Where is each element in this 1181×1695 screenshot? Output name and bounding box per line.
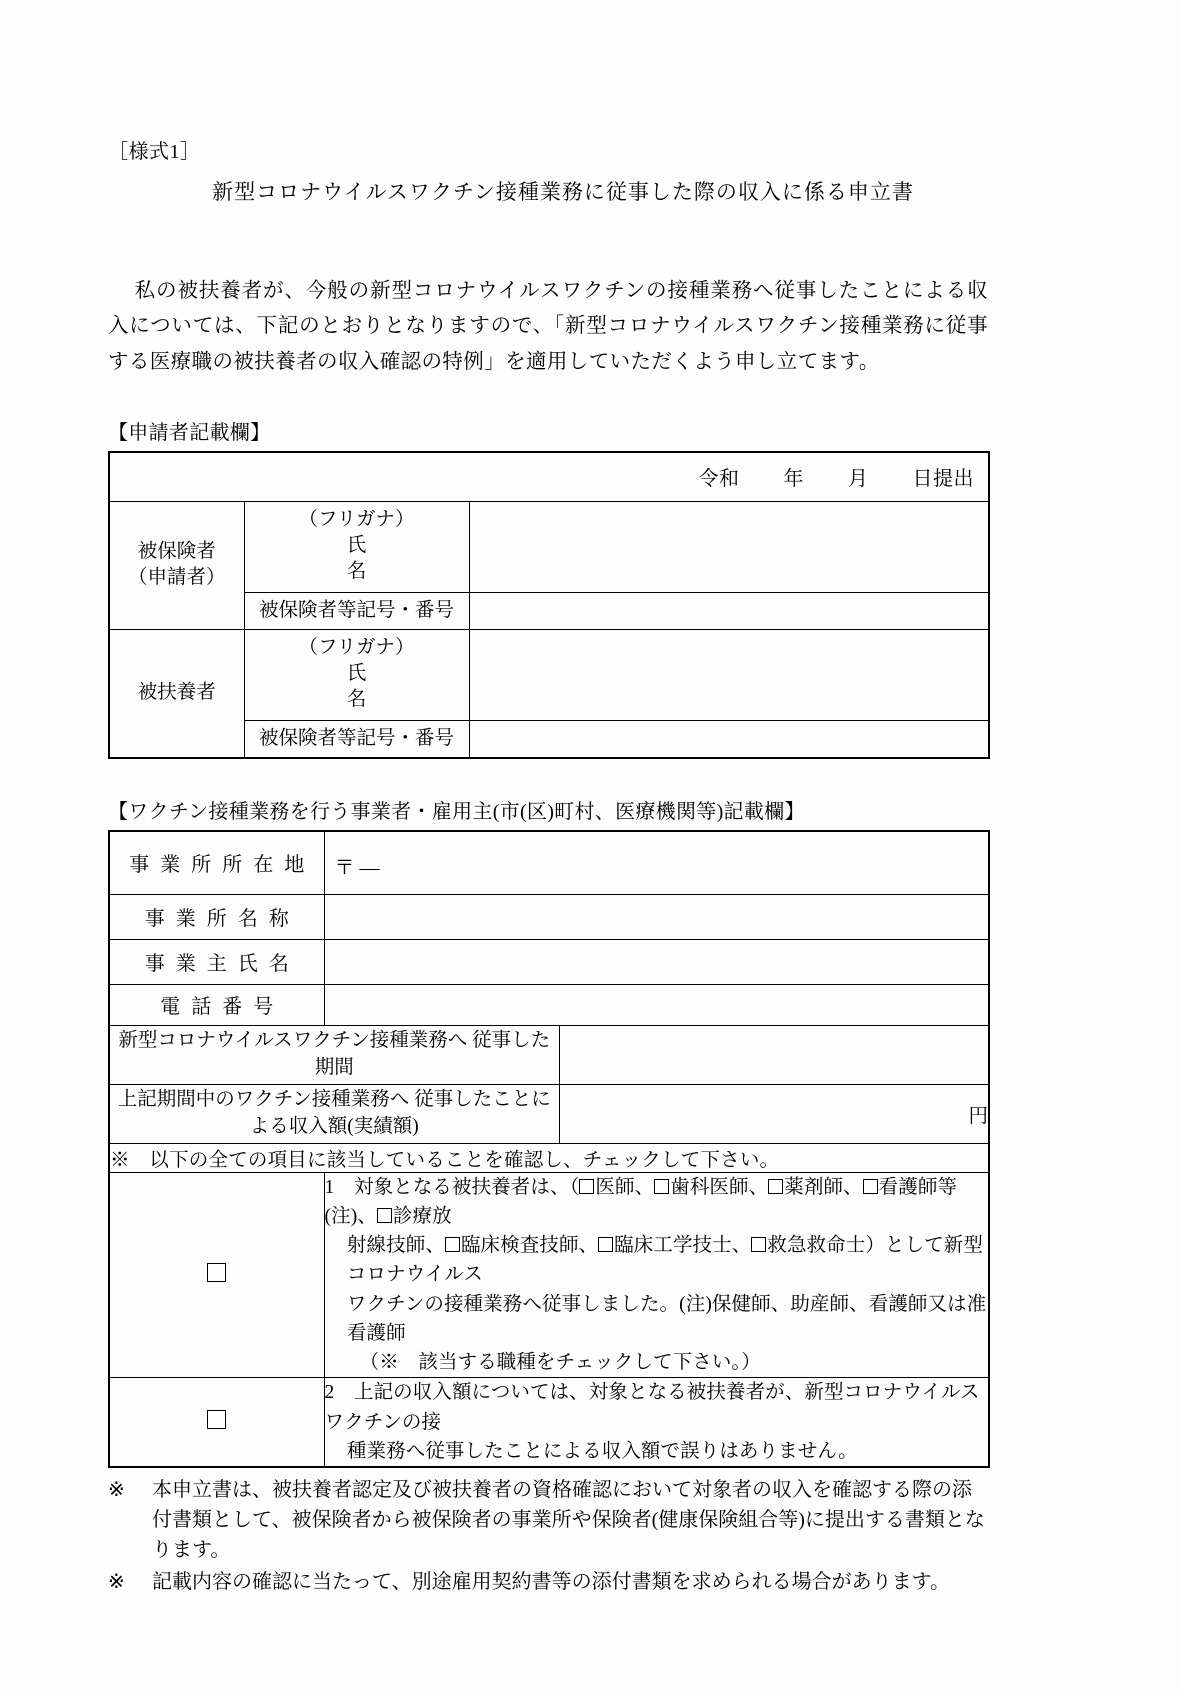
dependent-number-label-cell: 被保険者等記号・番号 — [244, 720, 469, 758]
office-address-row — [109, 831, 989, 895]
office-address-label: 事業所所在地 — [129, 854, 316, 877]
owner-name-label-cell — [109, 939, 324, 984]
period-label-line2: 従事した期間 — [314, 1029, 551, 1078]
check-item-1-line2b: ）として新型コロナウイルス — [346, 1235, 983, 1286]
insured-name-label: 氏 名 — [346, 535, 597, 583]
insured-number-input[interactable] — [469, 592, 989, 629]
check-item-2-line2: 種業務へ従事したことによる収入額で誤りはありません。 — [346, 1440, 858, 1462]
form-id-label: ［様式1］ — [108, 141, 201, 163]
checkbox-dentist[interactable] — [654, 1179, 669, 1194]
office-name-label: 事業所名称 — [144, 908, 300, 931]
applicant-section-label: 【申請者記載欄】 — [108, 421, 271, 444]
phone-label: 電話番号 — [160, 996, 285, 1019]
day-submit-label: 日提出 — [912, 468, 975, 491]
check-item-1-line1a: 対象となる被扶養者は、（ — [353, 1176, 580, 1198]
insured-name-row — [109, 501, 989, 592]
footnote-1-mark: ※ — [108, 1479, 125, 1502]
intro-paragraph — [108, 274, 988, 380]
employer-table — [108, 830, 990, 1469]
occupation-pharmacist: 薬剤師 — [784, 1176, 844, 1198]
footnote-2-line1: 記載内容の確認に当たって、別途雇用契約書等の添付書類を求められる場合があります。 — [152, 1571, 950, 1594]
insured-number-label-cell: 被保険者等記号・番号 — [244, 592, 469, 629]
applicant-table — [108, 451, 990, 759]
document-content — [108, 140, 988, 1599]
income-unit-label: 円 — [968, 1105, 988, 1127]
phone-input[interactable] — [324, 984, 989, 1025]
occupation-paramedic: 救急救命士 — [767, 1235, 866, 1257]
dependent-furigana-label: （フリガナ） — [298, 636, 415, 658]
insured-furigana-label: （フリガナ） — [298, 508, 415, 530]
check-instruction-row — [109, 1143, 989, 1172]
dependent-name-row — [109, 629, 989, 720]
insured-name-label-cell — [244, 501, 597, 592]
dependent-number-input[interactable] — [469, 720, 989, 758]
owner-name-label: 事業主氏名 — [144, 953, 300, 976]
footnote-1 — [108, 1475, 988, 1565]
phone-row — [109, 984, 989, 1025]
employer-section-label: 【ワクチン接種業務を行う事業者・雇用主(市(区)町村、医療機関等)記載欄】 — [108, 800, 805, 823]
checkbox-item-1[interactable] — [207, 1263, 226, 1282]
check-item-2-number: 2 — [324, 1382, 335, 1404]
checkbox-clinical-eng[interactable] — [598, 1237, 613, 1252]
check-item-1-row — [109, 1172, 989, 1378]
owner-name-input[interactable] — [324, 939, 989, 984]
check-item-2-line1: 上記の収入額については、対象となる被扶養者が、新型コロナウイルスワクチンの接 — [324, 1382, 980, 1433]
document-title: 新型コロナウイルスワクチン接種業務に従事した際の収入に係る申立書 — [212, 180, 914, 204]
checkbox-nurse[interactable] — [863, 1179, 878, 1194]
office-address-label-cell — [109, 831, 324, 895]
month-label: 月 — [848, 468, 869, 491]
checkbox-lab-tech[interactable] — [445, 1237, 460, 1252]
office-name-row — [109, 894, 989, 939]
era-label: 令和 — [698, 468, 740, 491]
occupation-doctor: 医師 — [595, 1176, 635, 1198]
submission-date-cell — [109, 452, 989, 502]
income-label-line2: 従事したことによる収入額(実績額) — [249, 1088, 551, 1137]
footnote-1-line2: 付書類として、被保険者から被保険者の事業所や保険者(健康保険組合等)に提出する書類とな — [152, 1509, 985, 1532]
checkbox-item-2[interactable] — [207, 1410, 226, 1429]
intro-text: 私の被扶養者が、今般の新型コロナウイルスワクチンの接種業務へ従事したことによる収入については、下記のとおりとなりますので、「新型コロナウイルスワクチン接種業務に従事する医療職の被扶養者の収入確認の特例」を適用していただくよう申し立てます。 — [108, 280, 988, 373]
submission-date-row — [109, 452, 989, 502]
check-instruction-text: ※ 以下の全ての項目に該当していることを確認し、チェックして下さい。 — [109, 1143, 989, 1172]
footnotes — [108, 1475, 988, 1597]
check-item-1-line4: （※ 該当する職種をチェックして下さい。） — [359, 1352, 761, 1374]
check-item-1-line2a: 射線技師、 — [346, 1235, 445, 1257]
footnote-1-line3: ります。 — [152, 1539, 231, 1562]
postal-dash: ― — [359, 857, 380, 880]
check-item-1-checkbox-cell[interactable] — [109, 1172, 324, 1378]
office-address-input[interactable] — [324, 831, 989, 895]
occupation-lab-tech: 臨床検査技師 — [460, 1235, 579, 1257]
checkbox-radiology[interactable] — [377, 1208, 392, 1223]
income-label-line1: 上記期間中のワクチン接種業務へ — [117, 1088, 410, 1110]
check-item-2-text — [324, 1378, 989, 1467]
insured-category-line2: （申請者） — [127, 567, 226, 589]
period-input[interactable] — [559, 1025, 989, 1084]
income-label-cell — [109, 1084, 559, 1143]
check-item-1-text: 1 対象となる被扶養者は、（ 医師、 歯科医師、 薬剤師、 看護師等(注)、 診療放 射線技師、 臨床検査技師、 臨床工学技士、 救急救命士）として新型コロナウイルス ワクチンの接種業務へ従事しました。(注)保健師、助産師、看護師又は准看護師 （※ 該当する職種をチェックして下さい。） — [324, 1172, 989, 1378]
dependent-name-label: 氏 名 — [346, 663, 597, 711]
footnote-1-line1: 本申立書は、被扶養者認定及び被扶養者の資格確認において対象者の収入を確認する際の添 — [152, 1479, 972, 1502]
office-name-input[interactable] — [324, 894, 989, 939]
check-item-2-checkbox-cell[interactable] — [109, 1378, 324, 1467]
check-item-2-row — [109, 1378, 989, 1467]
checkbox-pharmacist[interactable] — [768, 1179, 783, 1194]
owner-name-row — [109, 939, 989, 984]
checkbox-paramedic[interactable] — [751, 1237, 766, 1252]
insured-category-cell — [109, 501, 244, 629]
postal-mark-icon: 〒 — [334, 857, 355, 880]
period-label-cell — [109, 1025, 559, 1084]
check-item-1-number: 1 — [324, 1176, 335, 1198]
occupation-radiology-part1: 診療放 — [392, 1205, 452, 1227]
occupation-dentist: 歯科医師 — [670, 1176, 749, 1198]
dependent-name-label-cell — [244, 629, 597, 720]
year-label: 年 — [783, 468, 805, 491]
income-row — [109, 1084, 989, 1143]
dependent-category-cell: 被扶養者 — [109, 629, 244, 757]
period-row — [109, 1025, 989, 1084]
occupation-nurse: 看護師等(注) — [324, 1176, 958, 1227]
occupation-clinical-eng: 臨床工学技士 — [614, 1235, 732, 1257]
income-input[interactable] — [559, 1084, 989, 1143]
phone-label-cell — [109, 984, 324, 1025]
footnote-2 — [108, 1567, 988, 1597]
footnote-2-mark: ※ — [108, 1571, 125, 1594]
insured-category-line1: 被保険者 — [137, 540, 216, 562]
period-label-line1: 新型コロナウイルスワクチン接種業務へ — [118, 1029, 468, 1051]
checkbox-doctor[interactable] — [579, 1179, 594, 1194]
check-item-1-line3: ワクチンの接種業務へ従事しました。(注)保健師、助産師、看護師又は准看護師 — [346, 1293, 987, 1344]
office-name-label-cell — [109, 894, 324, 939]
